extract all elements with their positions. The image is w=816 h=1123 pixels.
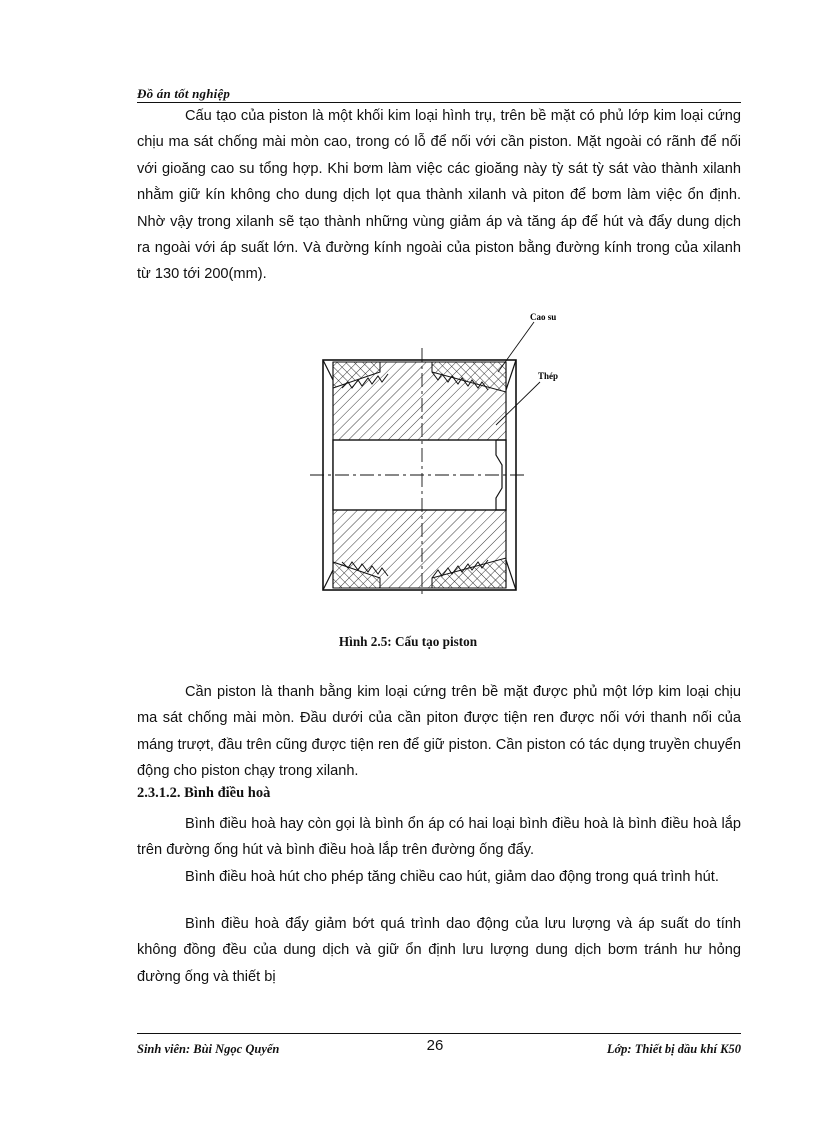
label-rubber: Cao su (530, 312, 557, 322)
paragraph-piston-structure: Cấu tạo của piston là một khối kim loại hình trụ, trên bề mặt có phủ lớp kim loại cứng chịu ma sát chống mài mòn cao, trong có lỗ để nối với cần piston. Mặt ngoài có rãnh để nối với gioăng cao su tổng hợp. Khi bơm làm việc các gioăng này tỳ sát tỳ sát vào thành xilanh nhằm giữ kín không cho dung dịch lọt qua thành xilanh và piton để bơm làm việc ổn định. Nhờ vậy trong xilanh sẽ tạo thành những vùng giảm áp và tăng áp để hút và đẩy dung dịch ra ngoài với áp suất lớn. Và đường kính ngoài của piston bằng đường kính trong của xilanh từ 130 tới 200(mm). (137, 108, 741, 283)
paragraph-piston-rod: Cần piston là thanh bằng kim loại cứng trên bề mặt được phủ một lớp kim loại chịu ma sát chống mài mòn. Đầu dưới của cần piton được tiện ren được nối với thanh nối của máng trượt, đầu trên cũng được tiện ren để giữ piston. Cần piston có tác dụng truyền chuyển động cho piston chạy trong xilanh. (137, 684, 741, 780)
paragraph-accumulator-types: Bình điều hoà hay còn gọi là bình ổn áp có hai loại bình điều hoà là bình điều hoà lắp trên đường ống hút và bình điều hoà lắp trên đường ống đẩy. (137, 816, 741, 859)
footer-class: Lớp: Thiết bị dầu khí K50 (606, 1042, 741, 1056)
piston-figure (300, 300, 580, 600)
page-number: 26 (426, 1037, 444, 1054)
piston-cross-section-drawing (300, 300, 580, 600)
figure-caption: Hình 2.5: Cấu tạo piston (338, 634, 478, 649)
footer-student: Sinh viên: Bùi Ngọc Quyến (137, 1042, 280, 1056)
paragraph-discharge-accumulator: Bình điều hoà đẩy giảm bớt quá trình dao động của lưu lượng và áp suất do tính không đồng đều của dung dịch và giữ ổn định lưu lượng dung dịch bơm tránh hư hỏng đường ống và thiết bị (137, 916, 741, 985)
label-steel: Thép (538, 371, 559, 381)
header-title: Đồ án tốt nghiệp (137, 86, 231, 101)
paragraph-suction-accumulator: Bình điều hoà hút cho phép tăng chiều cao hút, giảm dao động trong quá trình hút. (185, 869, 719, 885)
section-heading: 2.3.1.2. Bình điều hoà (137, 785, 271, 801)
footer-rule (137, 1033, 741, 1034)
